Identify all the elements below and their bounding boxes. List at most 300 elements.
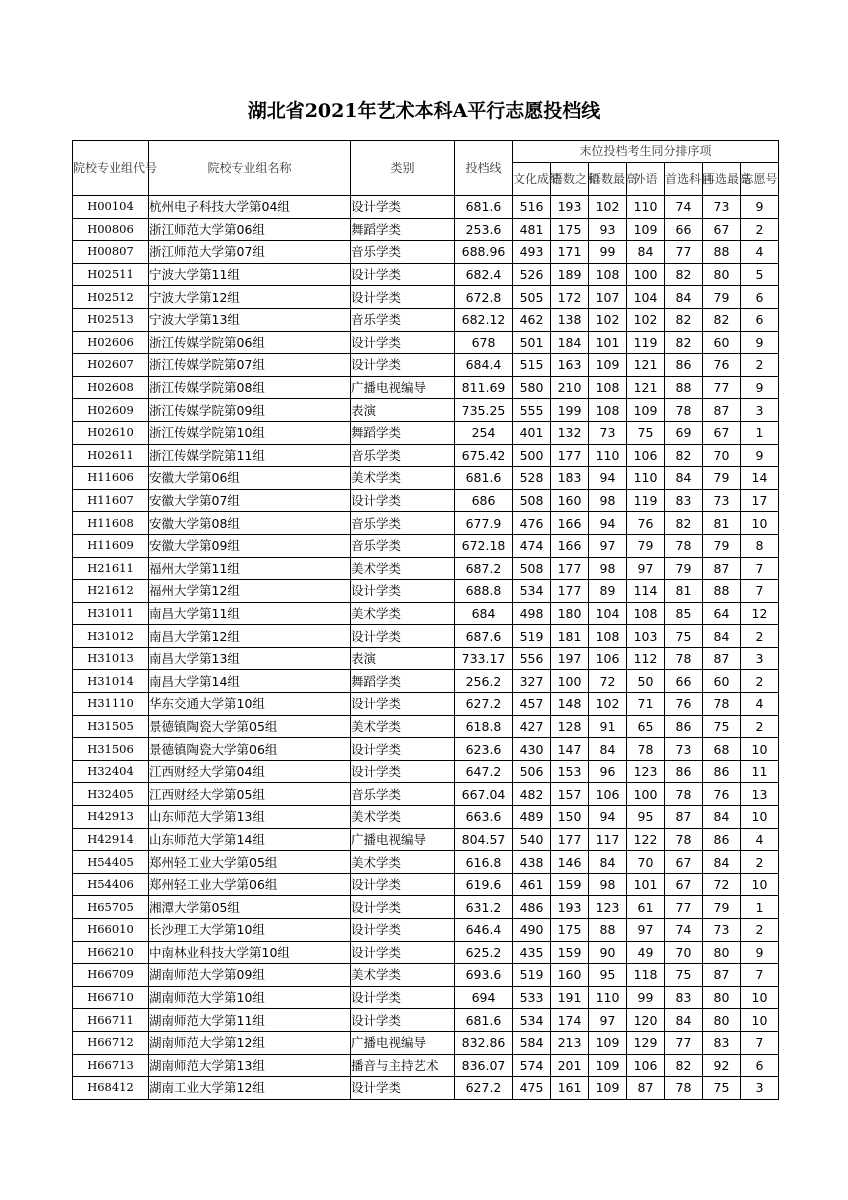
row-first-choice-subject: 84 xyxy=(665,1009,703,1032)
row-culture-score: 493 xyxy=(513,241,551,264)
row-name: 浙江传媒学院第09组 xyxy=(149,399,351,422)
row-score: 627.2 xyxy=(455,1077,513,1100)
row-foreign-language: 129 xyxy=(627,1031,665,1054)
row-preference-number: 13 xyxy=(741,783,779,806)
row-foreign-language: 121 xyxy=(627,354,665,377)
row-chinese-math-sum: 171 xyxy=(551,241,589,264)
row-code: H11607 xyxy=(73,489,149,512)
row-chinese-math-sum: 180 xyxy=(551,602,589,625)
row-score: 631.2 xyxy=(455,896,513,919)
row-foreign-language: 114 xyxy=(627,580,665,603)
row-code: H66710 xyxy=(73,986,149,1009)
row-name: 福州大学第12组 xyxy=(149,580,351,603)
row-preference-number: 9 xyxy=(741,331,779,354)
row-chinese-math-max: 98 xyxy=(589,557,627,580)
row-foreign-language: 110 xyxy=(627,467,665,490)
row-foreign-language: 76 xyxy=(627,512,665,535)
row-score: 684 xyxy=(455,602,513,625)
row-chinese-math-sum: 128 xyxy=(551,715,589,738)
row-reselect-max: 72 xyxy=(703,873,741,896)
row-score: 687.6 xyxy=(455,625,513,648)
row-first-choice-subject: 87 xyxy=(665,806,703,829)
row-name: 浙江传媒学院第08组 xyxy=(149,376,351,399)
row-first-choice-subject: 75 xyxy=(665,625,703,648)
row-first-choice-subject: 83 xyxy=(665,986,703,1009)
row-chinese-math-sum: 147 xyxy=(551,738,589,761)
row-first-choice-subject: 81 xyxy=(665,580,703,603)
table-row xyxy=(73,1031,779,1054)
row-chinese-math-max: 107 xyxy=(589,286,627,309)
row-code: H66713 xyxy=(73,1054,149,1077)
row-reselect-max: 76 xyxy=(703,783,741,806)
row-chinese-math-max: 98 xyxy=(589,489,627,512)
table-row xyxy=(73,580,779,603)
row-culture-score: 427 xyxy=(513,715,551,738)
row-chinese-math-max: 97 xyxy=(589,1009,627,1032)
row-reselect-max: 88 xyxy=(703,580,741,603)
table-row xyxy=(73,196,779,219)
header-chinese-math-sum: 语数之和 xyxy=(551,163,589,196)
row-reselect-max: 68 xyxy=(703,738,741,761)
row-foreign-language: 97 xyxy=(627,919,665,942)
row-reselect-max: 87 xyxy=(703,557,741,580)
row-code: H31505 xyxy=(73,715,149,738)
row-chinese-math-max: 90 xyxy=(589,941,627,964)
row-reselect-max: 67 xyxy=(703,421,741,444)
row-preference-number: 4 xyxy=(741,828,779,851)
table-row xyxy=(73,444,779,467)
row-chinese-math-max: 98 xyxy=(589,873,627,896)
row-first-choice-subject: 66 xyxy=(665,670,703,693)
row-chinese-math-max: 109 xyxy=(589,1054,627,1077)
header-foreign-language: 外语 xyxy=(627,163,665,196)
row-name: 安徽大学第08组 xyxy=(149,512,351,535)
row-code: H66010 xyxy=(73,919,149,942)
row-culture-score: 580 xyxy=(513,376,551,399)
row-culture-score: 519 xyxy=(513,964,551,987)
row-culture-score: 476 xyxy=(513,512,551,535)
header-first-choice-subject: 首选科目 xyxy=(665,163,703,196)
header-category: 类别 xyxy=(351,141,455,196)
row-chinese-math-sum: 172 xyxy=(551,286,589,309)
row-foreign-language: 99 xyxy=(627,986,665,1009)
row-name: 景德镇陶瓷大学第05组 xyxy=(149,715,351,738)
table-row xyxy=(73,467,779,490)
row-score: 694 xyxy=(455,986,513,1009)
row-chinese-math-sum: 191 xyxy=(551,986,589,1009)
row-reselect-max: 83 xyxy=(703,1031,741,1054)
row-category: 设计学类 xyxy=(351,263,455,286)
row-score: 623.6 xyxy=(455,738,513,761)
row-chinese-math-sum: 159 xyxy=(551,941,589,964)
row-reselect-max: 81 xyxy=(703,512,741,535)
row-code: H11606 xyxy=(73,467,149,490)
row-score: 677.9 xyxy=(455,512,513,535)
row-chinese-math-max: 117 xyxy=(589,828,627,851)
row-name: 山东师范大学第14组 xyxy=(149,828,351,851)
row-category: 表演 xyxy=(351,647,455,670)
row-name: 湖南师范大学第10组 xyxy=(149,986,351,1009)
table-row xyxy=(73,941,779,964)
row-name: 浙江师范大学第07组 xyxy=(149,241,351,264)
row-culture-score: 555 xyxy=(513,399,551,422)
row-first-choice-subject: 82 xyxy=(665,308,703,331)
row-preference-number: 6 xyxy=(741,308,779,331)
row-chinese-math-max: 93 xyxy=(589,218,627,241)
row-category: 设计学类 xyxy=(351,986,455,1009)
row-chinese-math-sum: 161 xyxy=(551,1077,589,1100)
table-row xyxy=(73,399,779,422)
row-chinese-math-max: 94 xyxy=(589,467,627,490)
row-foreign-language: 95 xyxy=(627,806,665,829)
row-score: 254 xyxy=(455,421,513,444)
table-row xyxy=(73,783,779,806)
row-foreign-language: 100 xyxy=(627,263,665,286)
row-reselect-max: 86 xyxy=(703,828,741,851)
row-foreign-language: 78 xyxy=(627,738,665,761)
row-preference-number: 2 xyxy=(741,851,779,874)
row-category: 美术学类 xyxy=(351,467,455,490)
row-name: 宁波大学第12组 xyxy=(149,286,351,309)
row-first-choice-subject: 86 xyxy=(665,354,703,377)
row-score: 627.2 xyxy=(455,693,513,716)
row-culture-score: 461 xyxy=(513,873,551,896)
row-chinese-math-sum: 189 xyxy=(551,263,589,286)
row-foreign-language: 87 xyxy=(627,1077,665,1100)
row-first-choice-subject: 78 xyxy=(665,783,703,806)
row-score: 675.42 xyxy=(455,444,513,467)
row-code: H65705 xyxy=(73,896,149,919)
row-code: H02513 xyxy=(73,308,149,331)
row-score: 804.57 xyxy=(455,828,513,851)
row-culture-score: 498 xyxy=(513,602,551,625)
row-score: 647.2 xyxy=(455,760,513,783)
row-first-choice-subject: 82 xyxy=(665,512,703,535)
row-name: 长沙理工大学第10组 xyxy=(149,919,351,942)
row-reselect-max: 84 xyxy=(703,806,741,829)
row-culture-score: 540 xyxy=(513,828,551,851)
row-foreign-language: 106 xyxy=(627,1054,665,1077)
table-row xyxy=(73,354,779,377)
row-category: 设计学类 xyxy=(351,896,455,919)
row-name: 安徽大学第06组 xyxy=(149,467,351,490)
row-first-choice-subject: 88 xyxy=(665,376,703,399)
row-chinese-math-sum: 175 xyxy=(551,218,589,241)
row-culture-score: 528 xyxy=(513,467,551,490)
row-first-choice-subject: 66 xyxy=(665,218,703,241)
row-culture-score: 505 xyxy=(513,286,551,309)
row-score: 663.6 xyxy=(455,806,513,829)
table-row xyxy=(73,964,779,987)
table-row xyxy=(73,986,779,1009)
row-category: 设计学类 xyxy=(351,941,455,964)
row-code: H00807 xyxy=(73,241,149,264)
row-chinese-math-max: 101 xyxy=(589,331,627,354)
row-category: 设计学类 xyxy=(351,196,455,219)
row-first-choice-subject: 78 xyxy=(665,647,703,670)
row-category: 音乐学类 xyxy=(351,783,455,806)
row-preference-number: 3 xyxy=(741,1077,779,1100)
header-culture-score: 文化成绩 xyxy=(513,163,551,196)
row-preference-number: 10 xyxy=(741,873,779,896)
row-name: 华东交通大学第10组 xyxy=(149,693,351,716)
table-row xyxy=(73,873,779,896)
row-code: H42914 xyxy=(73,828,149,851)
row-score: 672.8 xyxy=(455,286,513,309)
row-chinese-math-max: 109 xyxy=(589,1031,627,1054)
row-chinese-math-sum: 166 xyxy=(551,534,589,557)
row-chinese-math-max: 109 xyxy=(589,354,627,377)
row-category: 设计学类 xyxy=(351,919,455,942)
row-score: 616.8 xyxy=(455,851,513,874)
row-reselect-max: 80 xyxy=(703,263,741,286)
row-first-choice-subject: 78 xyxy=(665,828,703,851)
row-category: 播音与主持艺术 xyxy=(351,1054,455,1077)
row-code: H21612 xyxy=(73,580,149,603)
row-preference-number: 9 xyxy=(741,376,779,399)
row-category: 设计学类 xyxy=(351,354,455,377)
row-category: 音乐学类 xyxy=(351,534,455,557)
row-reselect-max: 60 xyxy=(703,670,741,693)
row-foreign-language: 101 xyxy=(627,873,665,896)
row-name: 杭州电子科技大学第04组 xyxy=(149,196,351,219)
row-preference-number: 2 xyxy=(741,354,779,377)
row-chinese-math-max: 99 xyxy=(589,241,627,264)
row-score: 681.6 xyxy=(455,467,513,490)
row-first-choice-subject: 86 xyxy=(665,715,703,738)
row-culture-score: 481 xyxy=(513,218,551,241)
row-name: 山东师范大学第13组 xyxy=(149,806,351,829)
row-score: 678 xyxy=(455,331,513,354)
row-first-choice-subject: 78 xyxy=(665,399,703,422)
row-code: H66711 xyxy=(73,1009,149,1032)
row-first-choice-subject: 67 xyxy=(665,851,703,874)
row-reselect-max: 75 xyxy=(703,1077,741,1100)
row-first-choice-subject: 74 xyxy=(665,919,703,942)
row-score: 811.69 xyxy=(455,376,513,399)
row-preference-number: 8 xyxy=(741,534,779,557)
row-score: 686 xyxy=(455,489,513,512)
table-row xyxy=(73,286,779,309)
row-preference-number: 10 xyxy=(741,986,779,1009)
row-reselect-max: 78 xyxy=(703,693,741,716)
row-reselect-max: 82 xyxy=(703,308,741,331)
row-culture-score: 506 xyxy=(513,760,551,783)
row-culture-score: 534 xyxy=(513,580,551,603)
row-first-choice-subject: 83 xyxy=(665,489,703,512)
row-reselect-max: 76 xyxy=(703,354,741,377)
row-score: 672.18 xyxy=(455,534,513,557)
row-name: 湖南师范大学第13组 xyxy=(149,1054,351,1077)
row-score: 688.96 xyxy=(455,241,513,264)
row-code: H02606 xyxy=(73,331,149,354)
row-chinese-math-max: 91 xyxy=(589,715,627,738)
row-preference-number: 5 xyxy=(741,263,779,286)
row-first-choice-subject: 82 xyxy=(665,444,703,467)
header-chinese-math-max: 语数最高 xyxy=(589,163,627,196)
row-name: 江西财经大学第04组 xyxy=(149,760,351,783)
table-row xyxy=(73,896,779,919)
row-name: 南昌大学第12组 xyxy=(149,625,351,648)
row-name: 郑州轻工业大学第06组 xyxy=(149,873,351,896)
row-reselect-max: 79 xyxy=(703,896,741,919)
row-code: H66709 xyxy=(73,964,149,987)
row-category: 设计学类 xyxy=(351,1077,455,1100)
row-chinese-math-max: 108 xyxy=(589,625,627,648)
row-chinese-math-sum: 177 xyxy=(551,557,589,580)
row-foreign-language: 75 xyxy=(627,421,665,444)
row-category: 设计学类 xyxy=(351,625,455,648)
row-category: 设计学类 xyxy=(351,1009,455,1032)
table-body xyxy=(73,196,779,1100)
row-foreign-language: 50 xyxy=(627,670,665,693)
row-chinese-math-sum: 193 xyxy=(551,196,589,219)
row-reselect-max: 79 xyxy=(703,286,741,309)
row-chinese-math-sum: 199 xyxy=(551,399,589,422)
row-first-choice-subject: 77 xyxy=(665,896,703,919)
row-culture-score: 519 xyxy=(513,625,551,648)
table-row xyxy=(73,715,779,738)
row-foreign-language: 120 xyxy=(627,1009,665,1032)
row-culture-score: 401 xyxy=(513,421,551,444)
row-foreign-language: 123 xyxy=(627,760,665,783)
row-first-choice-subject: 84 xyxy=(665,467,703,490)
row-foreign-language: 104 xyxy=(627,286,665,309)
row-culture-score: 534 xyxy=(513,1009,551,1032)
row-culture-score: 489 xyxy=(513,806,551,829)
row-score: 735.25 xyxy=(455,399,513,422)
row-name: 湘潭大学第05组 xyxy=(149,896,351,919)
row-chinese-math-sum: 177 xyxy=(551,580,589,603)
row-chinese-math-sum: 160 xyxy=(551,489,589,512)
row-chinese-math-sum: 153 xyxy=(551,760,589,783)
row-chinese-math-max: 102 xyxy=(589,196,627,219)
table-row xyxy=(73,1009,779,1032)
row-chinese-math-sum: 146 xyxy=(551,851,589,874)
row-score: 693.6 xyxy=(455,964,513,987)
row-foreign-language: 103 xyxy=(627,625,665,648)
row-culture-score: 430 xyxy=(513,738,551,761)
row-name: 宁波大学第11组 xyxy=(149,263,351,286)
row-chinese-math-max: 95 xyxy=(589,964,627,987)
row-code: H02610 xyxy=(73,421,149,444)
row-category: 音乐学类 xyxy=(351,512,455,535)
row-chinese-math-sum: 132 xyxy=(551,421,589,444)
admission-score-table xyxy=(72,140,779,1100)
row-preference-number: 17 xyxy=(741,489,779,512)
row-chinese-math-sum: 184 xyxy=(551,331,589,354)
row-chinese-math-sum: 150 xyxy=(551,806,589,829)
row-code: H54405 xyxy=(73,851,149,874)
row-foreign-language: 100 xyxy=(627,783,665,806)
row-first-choice-subject: 77 xyxy=(665,1031,703,1054)
row-reselect-max: 88 xyxy=(703,241,741,264)
row-code: H54406 xyxy=(73,873,149,896)
row-foreign-language: 109 xyxy=(627,399,665,422)
row-culture-score: 515 xyxy=(513,354,551,377)
row-reselect-max: 77 xyxy=(703,376,741,399)
row-culture-score: 482 xyxy=(513,783,551,806)
row-foreign-language: 71 xyxy=(627,693,665,716)
row-code: H02607 xyxy=(73,354,149,377)
table-row xyxy=(73,308,779,331)
table-row xyxy=(73,693,779,716)
table-row xyxy=(73,625,779,648)
row-chinese-math-sum: 177 xyxy=(551,828,589,851)
row-chinese-math-sum: 213 xyxy=(551,1031,589,1054)
row-chinese-math-max: 106 xyxy=(589,647,627,670)
row-chinese-math-max: 110 xyxy=(589,986,627,1009)
row-foreign-language: 118 xyxy=(627,964,665,987)
row-chinese-math-max: 108 xyxy=(589,376,627,399)
row-preference-number: 1 xyxy=(741,421,779,444)
table-row xyxy=(73,263,779,286)
row-category: 美术学类 xyxy=(351,602,455,625)
row-first-choice-subject: 76 xyxy=(665,693,703,716)
row-preference-number: 9 xyxy=(741,941,779,964)
row-reselect-max: 80 xyxy=(703,941,741,964)
row-name: 安徽大学第07组 xyxy=(149,489,351,512)
row-foreign-language: 112 xyxy=(627,647,665,670)
row-name: 南昌大学第13组 xyxy=(149,647,351,670)
row-reselect-max: 86 xyxy=(703,760,741,783)
row-reselect-max: 73 xyxy=(703,489,741,512)
row-chinese-math-max: 84 xyxy=(589,851,627,874)
table-row xyxy=(73,1077,779,1100)
row-name: 浙江传媒学院第10组 xyxy=(149,421,351,444)
row-score: 256.2 xyxy=(455,670,513,693)
table-row xyxy=(73,828,779,851)
row-name: 湖南师范大学第09组 xyxy=(149,964,351,987)
row-name: 郑州轻工业大学第05组 xyxy=(149,851,351,874)
row-foreign-language: 84 xyxy=(627,241,665,264)
row-category: 表演 xyxy=(351,399,455,422)
row-name: 湖南工业大学第12组 xyxy=(149,1077,351,1100)
row-category: 设计学类 xyxy=(351,331,455,354)
row-reselect-max: 75 xyxy=(703,715,741,738)
row-name: 中南林业科技大学第10组 xyxy=(149,941,351,964)
row-code: H31013 xyxy=(73,647,149,670)
row-preference-number: 10 xyxy=(741,512,779,535)
row-category: 舞蹈学类 xyxy=(351,670,455,693)
row-chinese-math-max: 109 xyxy=(589,1077,627,1100)
row-name: 安徽大学第09组 xyxy=(149,534,351,557)
row-code: H11609 xyxy=(73,534,149,557)
row-code: H32404 xyxy=(73,760,149,783)
header-tiebreak-group: 末位投档考生同分排序项 xyxy=(513,141,779,163)
row-name: 景德镇陶瓷大学第06组 xyxy=(149,738,351,761)
row-foreign-language: 65 xyxy=(627,715,665,738)
table-row xyxy=(73,919,779,942)
row-culture-score: 490 xyxy=(513,919,551,942)
row-foreign-language: 102 xyxy=(627,308,665,331)
row-code: H21611 xyxy=(73,557,149,580)
row-chinese-math-max: 72 xyxy=(589,670,627,693)
row-first-choice-subject: 82 xyxy=(665,1054,703,1077)
row-preference-number: 2 xyxy=(741,715,779,738)
row-reselect-max: 80 xyxy=(703,986,741,1009)
row-culture-score: 508 xyxy=(513,489,551,512)
row-chinese-math-max: 89 xyxy=(589,580,627,603)
row-chinese-math-max: 94 xyxy=(589,806,627,829)
row-foreign-language: 109 xyxy=(627,218,665,241)
row-chinese-math-max: 123 xyxy=(589,896,627,919)
row-category: 设计学类 xyxy=(351,738,455,761)
row-chinese-math-max: 94 xyxy=(589,512,627,535)
row-chinese-math-sum: 193 xyxy=(551,896,589,919)
row-chinese-math-max: 110 xyxy=(589,444,627,467)
row-reselect-max: 79 xyxy=(703,467,741,490)
